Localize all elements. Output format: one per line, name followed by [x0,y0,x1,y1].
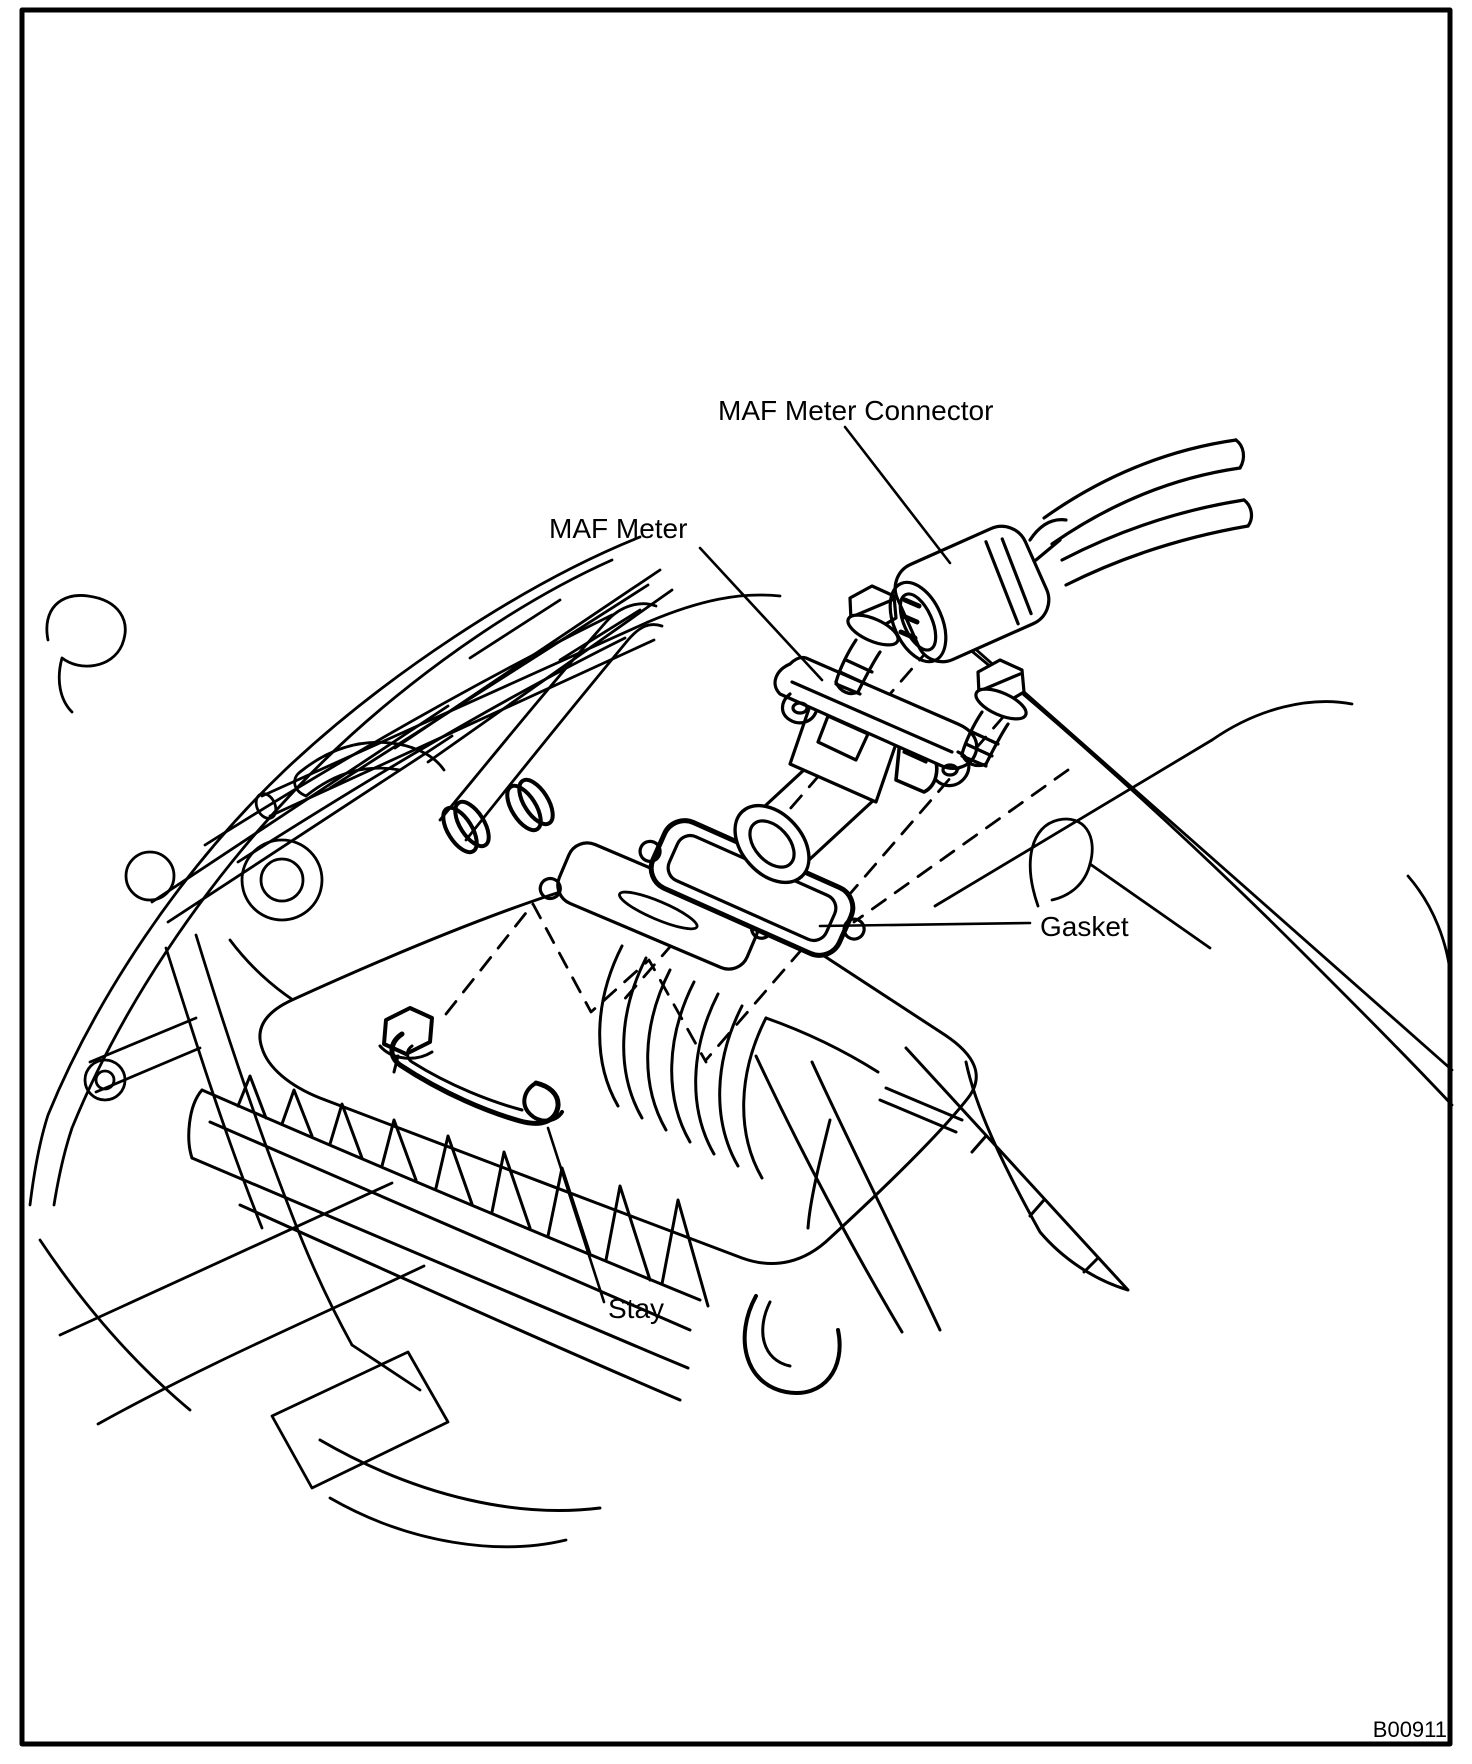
label-maf-meter-connector: MAF Meter Connector [718,395,994,426]
air-cleaner-drawing [189,872,1128,1511]
label-stay: Stay [608,1293,665,1324]
maf-connector-drawing [879,440,1251,670]
figure-code: B00911 [1372,1717,1447,1742]
leader-maf-meter [700,548,822,680]
leader-maf-meter-connector [845,427,950,563]
label-maf-meter: MAF Meter [549,513,688,544]
label-gasket: Gasket [1040,911,1129,942]
leader-gasket [820,923,1030,926]
